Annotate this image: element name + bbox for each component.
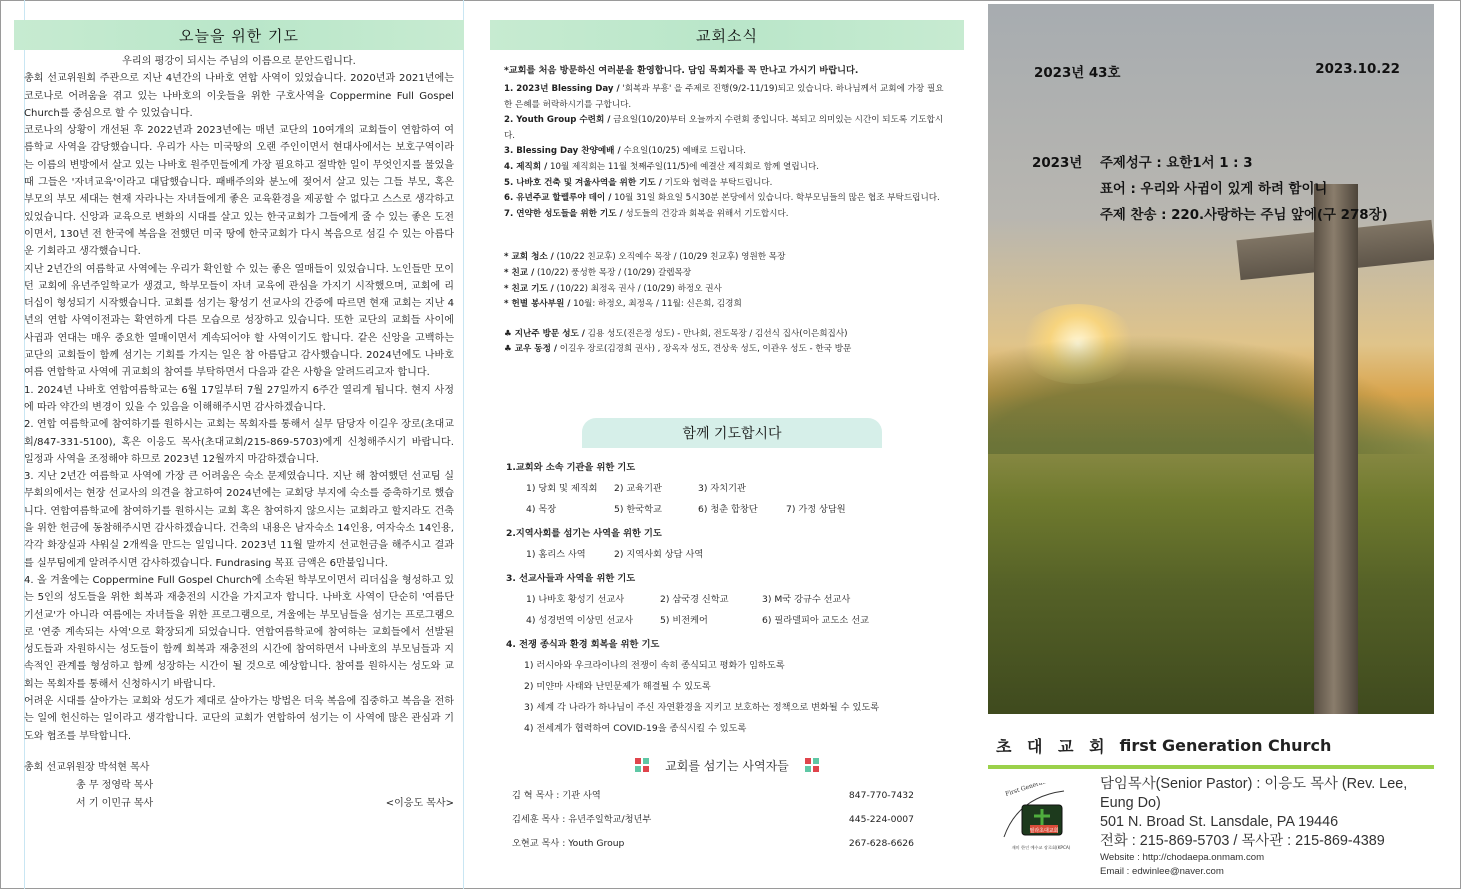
- issue-number: 2023년 43호: [1034, 66, 1121, 81]
- prayer-item: 4) 성경번역 이상민 선교사: [526, 614, 633, 626]
- church-name-korean: 초 대 교 회: [996, 737, 1110, 756]
- staff-list: [490, 774, 964, 856]
- prayer-item: 3) M국 강규수 선교사: [762, 593, 851, 605]
- paragraph: 총회 선교위원회 주관으로 지난 4년간의 나바호 연합 사역이 있었습니다. 2020년과 2021년에는 코로나로 어려움을 겪고 있는 나바호의 이웃들을 위한 구호사역을 Coppermine Full Gospel Church를 중심으로 할 수 있었습니다.: [24, 73, 454, 119]
- signature: [14, 745, 464, 813]
- hills: [988, 334, 1434, 454]
- contact-block: [988, 769, 1434, 879]
- duty-item: * 친교 기도 / (10/22) 최정옥 권사 / (10/29) 하정오 권사: [504, 283, 722, 294]
- staff-heading: [490, 757, 964, 774]
- prayer-item: 1) 홈리스 사역: [526, 548, 586, 560]
- prayer-item: 1) 당회 및 제직회: [526, 482, 598, 494]
- paragraph: 코로나의 상황이 개선된 후 2022년과 2023년에는 매년 교단의 10여개의 교회들이 연합하여 여름학교 사역을 감당했습니다. 우리가 사는 미국땅의 오랜 주인이면서 현대사에서는 보호구역이라는 이름의 변방에서 살고 있는 나바호 원주민들에게 가장 필요하고 절박한 일이 무엇인지를 물었을 때 그들은 '자녀교육'이라고 대답했습니다. 패배주의와 분노에 젖어서 살고 있는 그들 부모, 혹은 부모의 부모 세대는 현재 자라나는 자녀들에게 좋은 교육환경을 제공할 수 없다고 스스로 생각하고 있었습니다. 신앙과 교육으로 변화의 시대를 살고 있는 한국교회가 그들에게 줄 수 있는 좋은 도전이면서, 130년 전 한국에 복음을 전했던 미국 땅에 한국교회가 다시 복음으로 섬길 수 있는 아름다운 기회라고 생각했습니다.: [24, 125, 454, 258]
- paragraph: 지난 2년간의 여름학교 사역에는 우리가 확인할 수 있는 좋은 열매들이 있었습니다. 노인들만 모이던 교회에 유년주일학교가 생겼고, 학부모들이 자녀 교육에 관심을 가지기 시작했으며, 교회에 리더십이 형성되기 시작했습니다. 교회를 섬기는 황성기 선교사의 간증에 따르면 현재 교회는 지난 4년의 연합 사역이전과는 확연하게 다른 모습으로 성장하고 있습니다. 또한 교단의 교회들 사이에 사귐과 연대는 매우 중요한 열매이면서 계속되어야 할 사역이기도 합니다. 같은 신앙을 고백하는 교단의 교회들이 함께 섬기는 기회를 가지는 일은 참 아름답고 감사했습니다. 2024년에도 나바호 여름 연합학교 사역에 귀교회의 참여를 부탁하면서 다음과 같은 사항을 알려드리고자 합니다.: [24, 263, 454, 379]
- prayer-heading: 1.교회와 소속 기관을 위한 기도: [506, 461, 636, 473]
- grid-square-icon: [805, 758, 819, 772]
- prayer-heading: 4. 전쟁 종식과 환경 회복을 위한 기도: [506, 638, 660, 650]
- paragraph: 4. 올 겨울에는 Coppermine Full Gospel Church에 소속된 학부모이면서 리더십을 형성하고 있는 5인의 성도들을 위한 회복과 재충전의 시간을 가지고자 합니다. 나바호 사역이 단순히 '여름단기선교'가 아니라 여름에는 자녀들을 위한 프로그램으로, 겨울에는 부모님들을 섬기는 프로그램으로 '연중 계속되는 사역'으로 확장되게 되었습니다. 연합여름학교에 참여하는 교회들에서 선발된 성도들과 자원하시는 성도들이 함께 회복과 재충전의 시간에 참여하면서 나바호의 부모님들과 지속적인 관계를 형성하고 함께 성장하는 시간이 될 것으로 예상합니다. 참여를 원하시는 성도와 교회는 목회자를 통해서 신청하시기 바랍니다.: [24, 574, 454, 690]
- prayer-section: [490, 448, 964, 739]
- cover-photo: [988, 4, 1434, 714]
- prayer-item: 5) 비전케어: [660, 614, 708, 626]
- signature-line: 서 기 이민규 목사: [76, 797, 154, 809]
- signature-author: <이응도 목사>: [385, 797, 454, 809]
- prayer-item: 4) 목장: [526, 503, 557, 515]
- prayer-item: 4) 전세계가 협력하여 COVID-19을 종식시킬 수 있도록: [524, 722, 747, 734]
- duty-item: * 친교 / (10/22) 풍성한 목장 / (10/29) 갈렙목장: [504, 267, 692, 278]
- theme-motto: 표어 : 우리와 사귐이 있게 하려 함이니: [1100, 182, 1328, 197]
- news-item: 6. 유년주교 할렐루야 데이 / 10월 31일 화요일 5시30분 본당에서 있습니다. 학부모님들의 많은 협조 부탁드립니다.: [504, 193, 940, 204]
- paragraph: 1. 2024년 나바호 연합여름학교는 6월 17일부터 7월 27일까지 6주간 열리게 됩니다. 현지 사정에 따라 약간의 변경이 있을 수 있음을 이해해주시면 감사하겠습니다.: [24, 384, 454, 413]
- left-title: 오늘을 위한 기도: [179, 26, 299, 45]
- prayer-item: 2) 미얀마 사태와 난민문제가 해결될 수 있도록: [524, 680, 711, 692]
- theme-hymn: 주제 찬송 : 220.사랑하는 주님 앞에(구 278장): [1100, 208, 1388, 223]
- church-logo: [998, 783, 1084, 853]
- news-item: 7. 연약한 성도들을 위한 기도 / 성도들의 건강과 회복을 위해서 기도합시다.: [504, 208, 789, 219]
- phone-line: 전화 : 215-869-5703 / 목사관 : 215-869-4389: [1100, 833, 1385, 849]
- left-column: [14, 20, 464, 813]
- prayer-item: 3) 세계 각 나라가 하나님이 주신 자연환경을 지키고 보호하는 정책으로 변화될 수 있도록: [524, 701, 880, 713]
- logo-caption: 재미 한인 예수교 장로회(KPCA): [1011, 845, 1071, 850]
- news-banner: [490, 20, 964, 50]
- signature-line: 총 무 정영락 목사: [76, 779, 154, 791]
- left-body: [14, 50, 464, 745]
- church-name: [988, 714, 1434, 757]
- visit-item: ♣ 지난주 방문 성도 / 김용 성도(진은정 성도) - 만나회, 전도목장 / 김선식 집사(이은희집사): [504, 328, 848, 339]
- prayer-item: 6) 필라델피아 교도소 선교: [762, 614, 869, 626]
- prayer-item: 2) 지역사회 상담 사역: [614, 548, 704, 560]
- greeting: 우리의 평강이 되시는 주님의 이름으로 문안드립니다.: [122, 56, 356, 67]
- news-item: 1. 2023년 Blessing Day / '회복과 부흥' 을 주제로 진행(9/2-11/19)되고 있습니다. 하나님께서 교회에 가장 필요한 은혜를 허락하시기를 구합니다.: [504, 84, 944, 110]
- staff-title: 교회를 섬기는 사역자들: [665, 758, 789, 773]
- duty-item: * 교회 청소 / (10/22 친교후) 오직예수 목장 / (10/29 친교후) 영원한 목장: [504, 252, 786, 263]
- prayer-item: 7) 가정 상담원: [786, 503, 846, 515]
- paragraph: 어려운 시대를 살아가는 교회와 성도가 제대로 살아가는 방법은 더욱 복음에 집중하고 복음을 전하는 일에 헌신하는 일이라고 생각합니다. 교단의 교회가 연합하여 섬기는 이 사역에 많은 관심과 기도와 협조를 부탁합니다.: [24, 695, 454, 742]
- right-column: [988, 4, 1434, 879]
- staff-row: 김 혁 목사 : 기관 사역 847-770-7432: [512, 789, 914, 801]
- cross-icon: [1314, 184, 1358, 714]
- theme-verse: 주제성구 : 요한1서 1 : 3: [1100, 156, 1253, 171]
- paragraph: 2. 연합 여름학교에 참여하기를 원하시는 교회는 목회자를 통해서 실무 담당자 이길우 장로(초대교회/847-331-5100), 혹은 이응도 목사(초대교회/215-869-5703)에게 신청해주시기 바랍니다. 일정과 사역을 조정해야 하므로 2023년 12월까지 마감하겠습니다.: [24, 419, 454, 465]
- pastor-line: 담임목사(Senior Pastor) : 이응도 목사 (Rev. Lee, Eung Do): [1100, 776, 1408, 811]
- news-item: 2. Youth Group 수련회 / 금요일(10/20)부터 오늘까지 수련회 중입니다. 복되고 의미있는 시간이 되도록 기도합시다.: [504, 115, 944, 141]
- left-banner: [14, 20, 464, 50]
- news-item: 3. Blessing Day 찬양예배 / 수요일(10/25) 예배로 드립니다.: [504, 146, 747, 157]
- theme-year: 2023년: [1032, 156, 1083, 171]
- logo-arc-text: First Generation Church: [1004, 783, 1078, 798]
- email-link[interactable]: Email : edwinlee@naver.com: [1100, 866, 1224, 877]
- news-item: 5. 나바호 건축 및 겨울사역을 위한 기도 / 기도와 협력을 부탁드립니다.: [504, 177, 773, 188]
- staff-row: 오현교 목사 : Youth Group 267-628-6626: [512, 837, 914, 849]
- prayer-item: 1) 나바호 황성기 선교사: [526, 593, 625, 605]
- duty-item: * 헌별 봉사부원 / 10월: 하정오, 최정옥 / 11월: 신은희, 김경희: [504, 299, 742, 310]
- prayer-item: 2) 삼국경 신학교: [660, 593, 729, 605]
- staff-row: 김세훈 목사 : 유년주일학교/청년부 445-224-0007: [512, 813, 914, 825]
- prayer-item: 5) 한국학교: [614, 503, 662, 515]
- prayer-item: 2) 교육기관: [614, 482, 662, 494]
- address-line: 501 N. Broad St. Lansdale, PA 19446: [1100, 814, 1339, 830]
- prayer-item: 3) 자치기관: [698, 482, 746, 494]
- middle-column: [490, 20, 964, 856]
- contact-info: [1100, 775, 1434, 879]
- prayer-title: 함께 기도합시다: [682, 425, 782, 442]
- grid-square-icon: [635, 758, 649, 772]
- news-section: [490, 50, 964, 358]
- prayer-tab: [582, 418, 882, 448]
- church-name-english: first Generation Church: [1119, 736, 1332, 755]
- issue-date: 2023.10.22: [1315, 62, 1400, 77]
- website-link[interactable]: Website : http://chodaepa.onmam.com: [1100, 852, 1265, 863]
- prayer-heading: 2.지역사회를 섬기는 사역을 위한 기도: [506, 527, 662, 539]
- prayer-heading: 3. 선교사들과 사역을 위한 기도: [506, 572, 636, 584]
- visit-item: ♣ 교우 동정 / 이길우 장로(김경희 권사) , 장옥자 성도, 견상욱 성도, 이관우 성도 - 한국 방문: [504, 344, 852, 355]
- signature-line: 총회 선교위원장 박석현 목사: [24, 761, 150, 773]
- prayer-item: 6) 청춘 합창단: [698, 503, 758, 515]
- news-intro: *교회를 처음 방문하신 여러분을 환영합니다. 담임 목회자를 꼭 만나고 가시기 바랍니다.: [504, 65, 859, 76]
- paragraph: 3. 지난 2년간 여름학교 사역에 가장 큰 어려움은 숙소 문제였습니다. 지난 해 참여했던 선교팀 실무회의에서는 현장 선교사의 의견을 참고하여 2024년에는 교회당 부지에 숙소를 증축하기로 했습니다. 연합여름학교에 참여하기를 원하시는 교회 혹은 참여하지 않으시는 교회라고 할지라도 건축을 위한 헌금에 동참해주시면 감사하겠습니다. 건축의 내용은 남자숙소 14인용, 여자숙소 14인용, 각각 화장실과 샤워실 2개씩을 만드는 일입니다. 2023년 11월 말까지 선교헌금을 해주시고 결과를 실무팀에게 알려주시면 감사하겠습니다. Fundrasing 목표 금액은 6만불입니다.: [24, 471, 454, 569]
- prayer-item: 1) 러시아와 우크라이나의 전쟁이 속히 종식되고 평화가 임하도록: [524, 659, 785, 671]
- news-title: 교회소식: [696, 26, 758, 45]
- news-item: 4. 제직회 / 10월 제직회는 11월 첫째주일(11/5)에 예결산 제직회로 함께 열립니다.: [504, 161, 819, 172]
- logo-inner-text: 필라초대교회: [1029, 828, 1059, 834]
